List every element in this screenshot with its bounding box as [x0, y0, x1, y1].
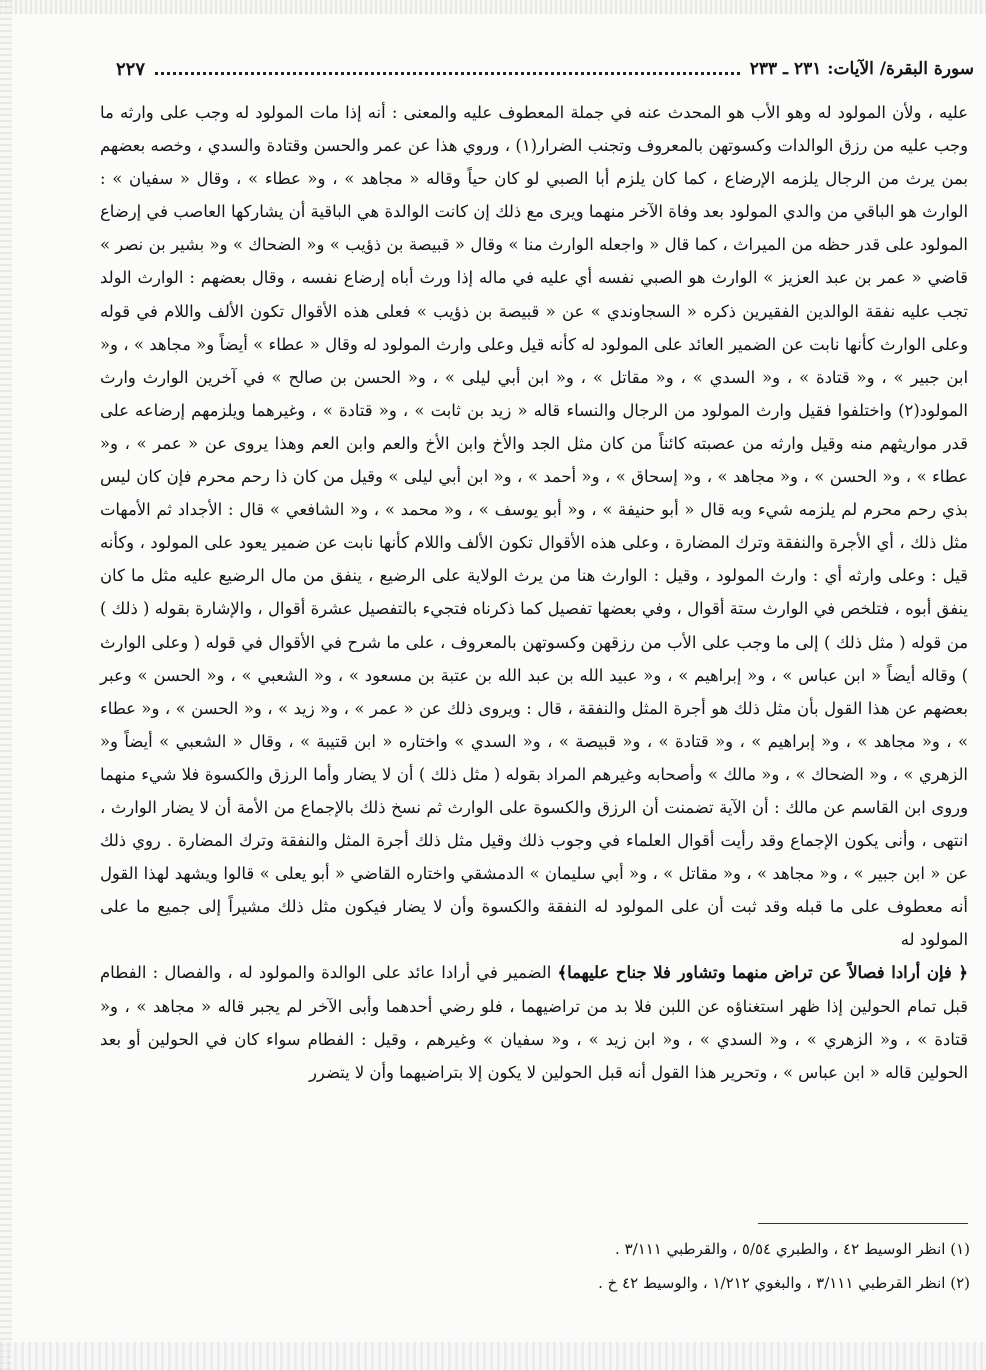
footnotes [400, 1232, 970, 1300]
footnote-divider [758, 1223, 968, 1224]
leader-dots [155, 72, 740, 75]
footnote-2: (٢) انظر القرطبي ٣/١١١ ، والبغوي ١/٢١٢ ، والوسيط ٤٢ خ . [598, 1274, 970, 1292]
scan-edge-left [0, 0, 12, 1370]
running-header [116, 54, 974, 84]
footnote-1: (١) انظر الوسيط ٤٢ ، والطبري ٥/٥٤ ، والقرطبي ٣/١١١ . [615, 1240, 970, 1258]
quran-verse: ﴿ فإن أرادا فصالاً عن تراض منهما وتشاور فلا جناح عليهما﴾ [557, 963, 968, 983]
scan-edge-bottom [0, 1342, 986, 1370]
body-paragraph: عليه ، ولأن المولود له وهو الأب هو المحدث عنه في جملة المعطوف عليه والمعنى : أنه إذا مات المولود له وجب على وارثه ما وجب عليه من رزق الوالدات وكسوتهن بالمعروف وتجنب الضرار(١) ، وروي هذا عن عمر والحسن وقتادة والسدي ، وخصه بعضهم بمن يرث من الرجال يلزمه الإرضاع ، كما كان يلزم أبا الصبي لو كان حياً وقاله « مجاهد » ، و« عطاء » ، وقال « سفيان » : الوارث هو الباقي من والدي المولود بعد وفاة الآخر منهما ويرى مع ذلك إن كانت الوالدة هي الباقية أن يشاركها العاصب في إرضاع المولود على قدر حظه من الميراث ، كما قال « واجعله الوارث منا » وقال « قبيصة بن ذؤيب » و« الضحاك » و« بشير بن نصر » قاضي « عمر بن عبد العزيز » الوارث هو الصبي نفسه أي عليه في ماله إذا ورث أباه إرضاع نفسه ، وقال بعضهم : الوارث الولد تجب عليه نفقة الوالدين الفقيرين ذكره « السجاوندي » عن « قبيصة بن ذؤيب » فعلى هذه الأقوال تكون الألف واللام في قوله وعلى الوارث كأنها نابت عن الضمير العائد على المولود له كأنه قيل وعلى وارث المولود له وقال « عطاء » أيضاً و« مجاهد » ، و« ابن جبير » ، و« قتادة » ، و« السدي » ، و« مقاتل » ، و« ابن أبي ليلى » ، و« الحسن بن صالح » في آخرين الوارث وارث المولود(٢) واختلفوا فقيل وارث المولود من الرجال والنساء قاله « زيد بن ثابت » ، و« قتادة » ، وغيرهما ويلزمهم إرضاعه على قدر مواريثهم منه وقيل وارثه من عصبته كائناً من كان مثل الجد والأخ وابن الأخ والعم وابن العم وهذا يروى عن « عمر » ، و« عطاء » ، و« الحسن » ، و« مجاهد » ، و« إسحاق » ، و« أحمد » ، و« ابن أبي ليلى » وقيل من كان ذا رحم محرم فإن كان ليس بذي رحم محرم لم يلزمه شيء وبه قال « أبو حنيفة » ، و« أبو يوسف » ، و« محمد » ، و« الشافعي » قال : الأجداد ثم الأمهات مثل ذلك ، أي الأجرة والنفقة وترك المضارة ، وعلى هذه الأقوال تكون الألف واللام كأنها نابت عن ضمير يعود على المولود ، وكأنه قيل : وعلى وارثه أي : وارث المولود ، وقيل : الوارث هنا من يرث الولاية على الرضيع ، ينفق من مال الرضيع عليه مثل ما كان ينفق أبوه ، فتلخص في الوارث ستة أقوال ، وفي بعضها تفصيل كما ذكرناه فتجيء بالتفصيل عشرة أقوال ، والإشارة بقوله ( ذلك ) من قوله ( مثل ذلك ) إلى ما وجب على الأب من رزقهن وكسوتهن بالمعروف ، على ما شرح في الأقوال في قوله ( وعلى الوارث ) وقاله أيضاً « ابن عباس » ، و« إبراهيم » ، و« عبيد الله بن عبد الله بن عتبة بن مسعود » ، و« الشعبي » ، و« الحسن » وعبر بعضهم عن هذا القول بأن مثل ذلك هو أجرة المثل والنفقة ، قال : ويروى ذلك عن « عمر » ، و« زيد » ، و« الحسن » ، و« عطاء » ، و« مجاهد » ، و« إبراهيم » ، و« قتادة » ، و« قبيصة » ، و« السدي » واختاره « ابن قتيبة » ، وقال « الشعبي » أيضاً و« الزهري » ، و« الضحاك » ، و« مالك » وأصحابه وغيرهم المراد بقوله ( مثل ذلك ) أن لا يضار وأما الرزق والكسوة فلا شيء منهما وروى ابن القاسم عن مالك : أن الآية تضمنت أن الرزق والكسوة على الوارث ثم نسخ ذلك بالإجماع من الأمة أن لا يضار الوارث ، انتهى ، وأنى يكون الإجماع وقد رأيت أقوال العلماء في وجوب ذلك وقيل مثل ذلك أجرة المثل والنفقة وترك المضارة . روي ذلك عن « ابن جبير » ، و« مجاهد » ، و« مقاتل » ، و« أبي سليمان » الدمشقي واختاره القاضي « أبو يعلى » قالوا ويشهد لهذا القول أنه معطوف على ما قبله وقد ثبت أن على المولود له النفقة والكسوة وأن لا يضار فيكون مثل ذلك مشيراً إلى جميع ما على المولود له [100, 103, 968, 950]
scan-edge-top [0, 0, 986, 14]
sura-title: سورة البقرة/ الآيات: ٢٣١ ـ ٢٣٣ [749, 59, 974, 79]
verse-paragraph [100, 956, 968, 1088]
page-number: ٢٢٧ [116, 58, 146, 80]
verse-commentary: الضمير في أرادا عائد على الوالدة والمولود له ، والفصال : الفطام قبل تمام الحولين إذا ظهر استغناؤه عن اللبن فلا بد من تراضيهما ، فلو رضي أحدهما وأبى الآخر لم يجبر قاله « مجاهد » ، و« قتادة » ، و« الزهري » ، و« السدي » ، و« ابن زيد » ، و« سفيان » وغيرهم ، وقيل : الفطام سواء كان في الحولين أو بعد الحولين قاله « ابن عباس » ، وتحرير هذا القول أنه قبل الحولين لا يكون إلا بتراضيهما وأن لا يتضرر [100, 963, 968, 1082]
main-text [100, 96, 968, 1089]
